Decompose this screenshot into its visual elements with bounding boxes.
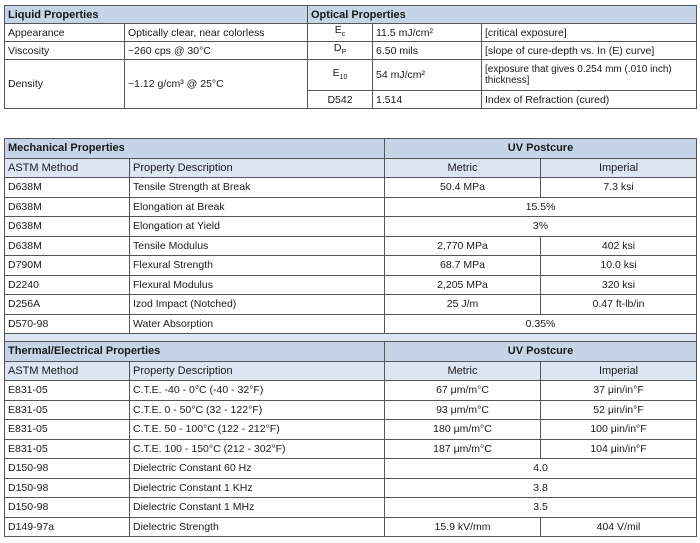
- optical-value: 54 mJ/cm²: [373, 60, 482, 91]
- shared-value: 15.5%: [385, 197, 697, 217]
- table-row: [5, 24, 697, 42]
- property-description: Flexural Modulus: [130, 275, 385, 295]
- properties-table: [4, 138, 697, 537]
- optical-symbol: $E_{10}$: [308, 60, 373, 91]
- optical-symbol: D542: [308, 91, 373, 109]
- optical-description: [slope of cure-depth vs. In (E) curve]: [482, 42, 697, 60]
- astm-method: D638M: [5, 197, 130, 217]
- table-row: [5, 517, 697, 537]
- property-description: Dielectric Constant 1 MHz: [130, 498, 385, 518]
- shared-value: 3.8: [385, 478, 697, 498]
- shared-value: 0.35%: [385, 314, 697, 334]
- astm-method: E831-05: [5, 420, 130, 440]
- property-description: Dielectric Strength: [130, 517, 385, 537]
- property-description: C.T.E. 0 - 50°C (32 - 122°F): [130, 400, 385, 420]
- property-name: Viscosity: [5, 42, 125, 60]
- metric-value: 93 μm/m°C: [385, 400, 541, 420]
- metric-value: 68.7 MPa: [385, 256, 541, 276]
- optical-description: Index of Refraction (cured): [482, 91, 697, 109]
- imperial-value: 100 μin/in°F: [541, 420, 697, 440]
- astm-method: D149-97a: [5, 517, 130, 537]
- table-row: [5, 478, 697, 498]
- table-row: [5, 314, 697, 334]
- uv-postcure-heading: UV Postcure: [385, 342, 697, 362]
- property-name: Appearance: [5, 24, 125, 42]
- table-row: [5, 400, 697, 420]
- astm-method: E831-05: [5, 439, 130, 459]
- astm-method: D150-98: [5, 459, 130, 479]
- shared-value: 4.0: [385, 459, 697, 479]
- section-gap: [5, 334, 697, 342]
- optical-description: [critical exposure]: [482, 24, 697, 42]
- table-row: [5, 459, 697, 479]
- astm-method: D570-98: [5, 314, 130, 334]
- column-header-metric: Metric: [385, 158, 541, 178]
- astm-method: D638M: [5, 217, 130, 237]
- property-description: Water Absorption: [130, 314, 385, 334]
- optical-properties-title: Optical Properties: [308, 6, 697, 24]
- astm-method: D638M: [5, 236, 130, 256]
- column-header-row: [5, 361, 697, 381]
- imperial-value: 7.3 ksi: [541, 178, 697, 198]
- shared-value: 3%: [385, 217, 697, 237]
- optical-symbol: $E_c$: [308, 24, 373, 42]
- optical-symbol: $D_P$: [308, 42, 373, 60]
- column-header-method: ASTM Method: [5, 361, 130, 381]
- imperial-value: 52 μin/in°F: [541, 400, 697, 420]
- table-row: [5, 439, 697, 459]
- table-row: [5, 236, 697, 256]
- optical-value: 11.5 mJ/cm²: [373, 24, 482, 42]
- thermal-section: [5, 342, 697, 537]
- imperial-value: 402 ksi: [541, 236, 697, 256]
- table-row: [5, 178, 697, 198]
- astm-method: D256A: [5, 295, 130, 315]
- property-description: C.T.E. 50 - 100°C (122 - 212°F): [130, 420, 385, 440]
- astm-method: E831-05: [5, 381, 130, 401]
- table-row: [5, 217, 697, 237]
- optical-value: 6.50 mils: [373, 42, 482, 60]
- property-description: Dielectric Constant 1 KHz: [130, 478, 385, 498]
- astm-method: D2240: [5, 275, 130, 295]
- imperial-value: 10.0 ksi: [541, 256, 697, 276]
- property-value: ~260 cps @ 30°C: [125, 42, 308, 60]
- property-description: Flexural Strength: [130, 256, 385, 276]
- imperial-value: 104 μin/in°F: [541, 439, 697, 459]
- astm-method: D790M: [5, 256, 130, 276]
- optical-value: 1.514: [373, 91, 482, 109]
- table-row: [5, 256, 697, 276]
- table-row: [5, 60, 697, 91]
- table-row: [5, 42, 697, 60]
- imperial-value: 0.47 ft-lb/in: [541, 295, 697, 315]
- astm-method: D150-98: [5, 478, 130, 498]
- property-description: Elongation at Yield: [130, 217, 385, 237]
- thermal-title: Thermal/Electrical Properties: [5, 342, 385, 362]
- property-value: Optically clear, near colorless: [125, 24, 308, 42]
- column-header-description: Property Description: [130, 158, 385, 178]
- imperial-value: 37 μin/in°F: [541, 381, 697, 401]
- astm-method: D150-98: [5, 498, 130, 518]
- mechanical-header-row: [5, 139, 697, 159]
- column-header-metric: Metric: [385, 361, 541, 381]
- column-header-description: Property Description: [130, 361, 385, 381]
- metric-value: 25 J/m: [385, 295, 541, 315]
- property-description: Tensile Modulus: [130, 236, 385, 256]
- property-description: C.T.E. 100 - 150°C (212 - 302°F): [130, 439, 385, 459]
- column-header-imperial: Imperial: [541, 158, 697, 178]
- table-row: [5, 275, 697, 295]
- metric-value: 187 μm/m°C: [385, 439, 541, 459]
- imperial-value: 320 ksi: [541, 275, 697, 295]
- table-row: [5, 498, 697, 518]
- property-name: Density: [5, 60, 125, 109]
- mechanical-section: [5, 139, 697, 334]
- metric-value: 50.4 MPa: [385, 178, 541, 198]
- property-value: ~1.12 g/cm³ @ 25°C: [125, 60, 308, 109]
- property-description: Dielectric Constant 60 Hz: [130, 459, 385, 479]
- metric-value: 67 μm/m°C: [385, 381, 541, 401]
- table-row: [5, 197, 697, 217]
- section-divider: [5, 334, 697, 342]
- optical-description: [exposure that gives 0.254 mm (.010 inch) thickness]: [482, 60, 697, 91]
- column-header-imperial: Imperial: [541, 361, 697, 381]
- property-description: Izod Impact (Notched): [130, 295, 385, 315]
- astm-method: D638M: [5, 178, 130, 198]
- metric-value: 2,205 MPa: [385, 275, 541, 295]
- table-row: [5, 420, 697, 440]
- uv-postcure-heading: UV Postcure: [385, 139, 697, 159]
- imperial-value: 404 V/mil: [541, 517, 697, 537]
- liquid-optical-header-row: [5, 6, 697, 24]
- table-row: [5, 295, 697, 315]
- column-header-method: ASTM Method: [5, 158, 130, 178]
- liquid-properties-title: Liquid Properties: [5, 6, 308, 24]
- property-description: C.T.E. -40 - 0°C (-40 - 32°F): [130, 381, 385, 401]
- property-description: Elongation at Break: [130, 197, 385, 217]
- column-header-row: [5, 158, 697, 178]
- mechanical-title: Mechanical Properties: [5, 139, 385, 159]
- astm-method: E831-05: [5, 400, 130, 420]
- table-row: [5, 381, 697, 401]
- metric-value: 15.9 kV/mm: [385, 517, 541, 537]
- metric-value: 180 μm/m°C: [385, 420, 541, 440]
- liquid-optical-table: [4, 5, 697, 109]
- thermal-header-row: [5, 342, 697, 362]
- metric-value: 2,770 MPa: [385, 236, 541, 256]
- shared-value: 3.5: [385, 498, 697, 518]
- property-description: Tensile Strength at Break: [130, 178, 385, 198]
